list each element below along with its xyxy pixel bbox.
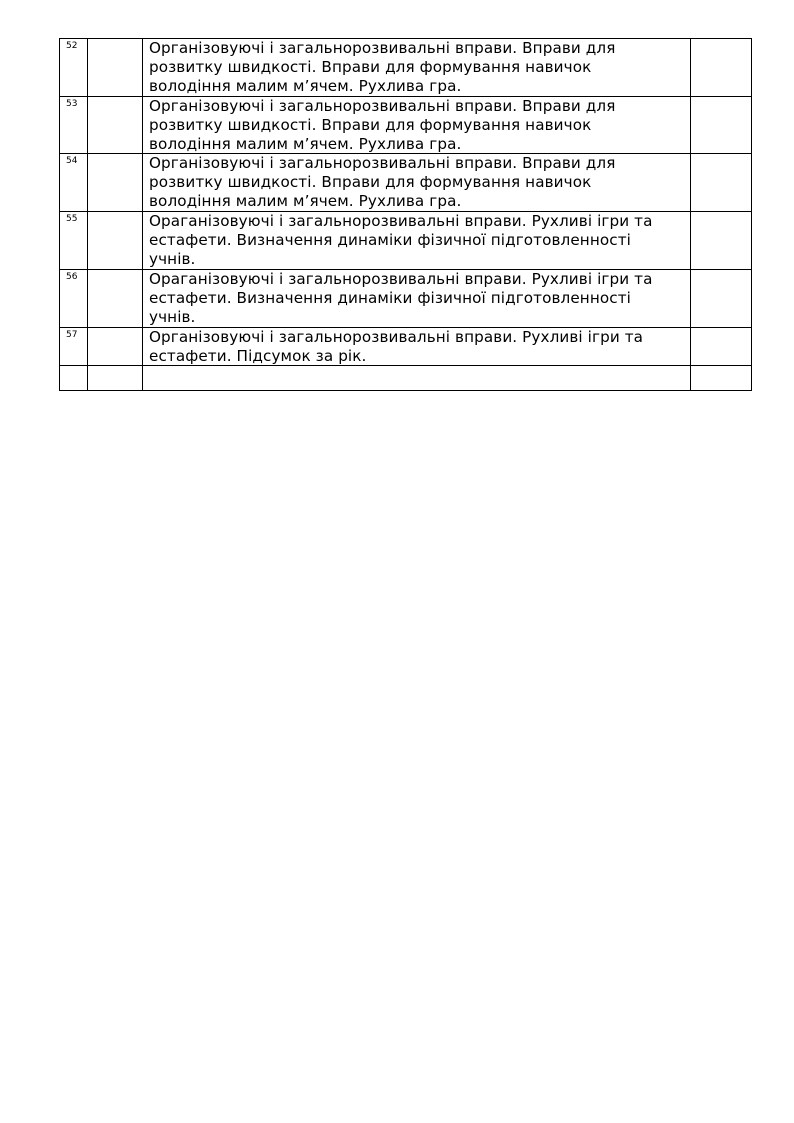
lesson-number-cell: 52: [60, 39, 88, 97]
table-row: [60, 154, 752, 212]
lesson-date-cell: [88, 269, 143, 327]
table-row: [60, 212, 752, 270]
lesson-date-cell: [88, 39, 143, 97]
lesson-topic-cell: Ораганізовуючі і загальнорозвивальні вправи. Рухливі ігри та естафети. Визначення динаміки фізичної підготовленності учнів.: [143, 269, 691, 327]
lesson-date-cell: [88, 366, 143, 391]
table-row: [60, 96, 752, 154]
lesson-note-cell: [691, 96, 752, 154]
lesson-date-cell: [88, 154, 143, 212]
lesson-number-cell: [60, 366, 88, 391]
lesson-plan-table: [59, 38, 752, 391]
lesson-number-cell: 53: [60, 96, 88, 154]
table-row: [60, 327, 752, 366]
lesson-number-cell: 55: [60, 212, 88, 270]
lesson-note-cell: [691, 269, 752, 327]
table-row: [60, 269, 752, 327]
lesson-topic-cell: Ораганізовуючі і загальнорозвивальні вправи. Рухливі ігри та естафети. Визначення динаміки фізичної підготовленності учнів.: [143, 212, 691, 270]
lesson-number-cell: 57: [60, 327, 88, 366]
lesson-topic-cell: Організовуючі і загальнорозвивальні вправи. Вправи для розвитку швидкості. Вправи для формування навичок володіння малим м’ячем. Рухлива гра.: [143, 154, 691, 212]
lesson-date-cell: [88, 212, 143, 270]
lesson-topic-cell: Організовуючі і загальнорозвивальні вправи. Вправи для розвитку швидкості. Вправи для формування навичок володіння малим м’ячем. Рухлива гра.: [143, 96, 691, 154]
lesson-note-cell: [691, 154, 752, 212]
table-row: [60, 39, 752, 97]
lesson-note-cell: [691, 39, 752, 97]
lesson-topic-cell: Організовуючі і загальнорозвивальні вправи. Рухливі ігри та естафети. Підсумок за рік.: [143, 327, 691, 366]
lesson-date-cell: [88, 327, 143, 366]
lesson-number-cell: 54: [60, 154, 88, 212]
lesson-note-cell: [691, 327, 752, 366]
lesson-note-cell: [691, 366, 752, 391]
lesson-topic-cell: [143, 366, 691, 391]
lesson-number-cell: 56: [60, 269, 88, 327]
lesson-date-cell: [88, 96, 143, 154]
lesson-topic-cell: Організовуючі і загальнорозвивальні вправи. Вправи для розвитку швидкості. Вправи для формування навичок володіння малим м’ячем. Рухлива гра.: [143, 39, 691, 97]
table-row: [60, 366, 752, 391]
lesson-note-cell: [691, 212, 752, 270]
